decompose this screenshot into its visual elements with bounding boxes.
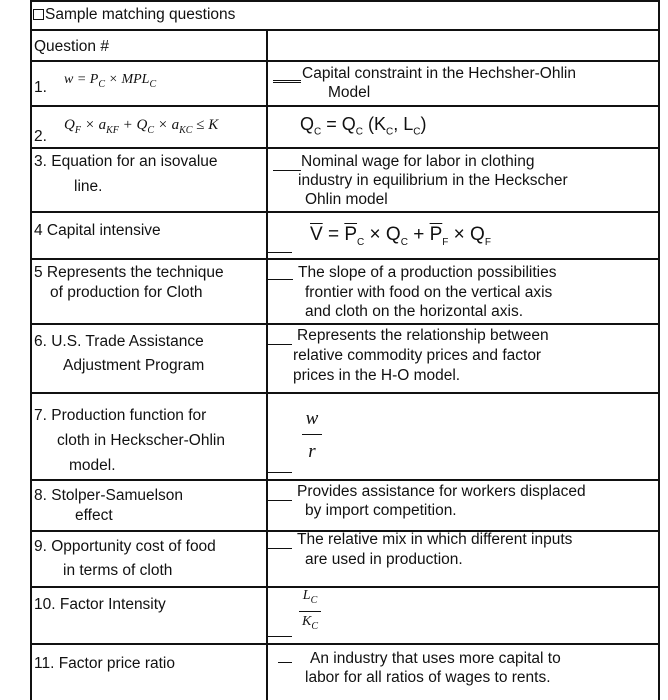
answer-blank-6[interactable] — [268, 344, 292, 345]
row-8-right-line-2: by import competition. — [305, 502, 457, 519]
table-rule — [30, 60, 660, 62]
answer-blank-4[interactable] — [268, 252, 292, 253]
row-11-right-line-1: An industry that uses more capital to — [310, 650, 561, 667]
row-6-right-line-1: Represents the relationship between — [297, 327, 549, 344]
table-rule — [30, 258, 660, 260]
answer-blank-7[interactable] — [268, 472, 292, 473]
table-rule — [30, 643, 660, 645]
row-8-left-line-2: effect — [75, 507, 113, 524]
row-10-right-fraction — [296, 588, 324, 635]
row-5-right-line-3: and cloth on the horizontal axis. — [305, 303, 523, 320]
fraction-bar — [302, 434, 322, 435]
row-3-right-line-3: Ohlin model — [305, 191, 388, 208]
table-border-top — [30, 0, 660, 2]
table-rule — [30, 323, 660, 325]
table-rule — [30, 211, 660, 213]
row-1-formula: $w = P_C \times MPL_C$ — [64, 72, 157, 90]
row-2-right-formula: $Q_C = Q_C$ ($K_C$, $L_C$) — [300, 114, 427, 138]
fraction-denominator: r — [308, 441, 316, 462]
row-4-left: 4 Capital intensive — [34, 222, 161, 239]
table-border-right — [658, 0, 660, 700]
row-11-left: 11. Factor price ratio — [34, 655, 175, 672]
answer-blank-8[interactable] — [268, 500, 292, 501]
table-border-left — [30, 0, 32, 700]
row-11-right-line-2: labor for all ratios of wages to rents. — [305, 669, 551, 686]
table-rule — [30, 586, 660, 588]
row-4-right-formula: $\overline{V} = \overline{P}_C \times Q_C + \overline{P}_F \times Q_F$ — [310, 224, 491, 248]
answer-blank-3[interactable] — [273, 170, 301, 171]
table-rule — [30, 479, 660, 481]
row-3-left-line-1: 3. Equation for an isovalue — [34, 153, 218, 170]
answer-blank-11[interactable] — [278, 662, 292, 663]
row-7-left-line-1: 7. Production function for — [34, 407, 207, 424]
answer-blank-9[interactable] — [268, 548, 292, 549]
row-7-left-line-2: cloth in Heckscher-Ohlin — [57, 432, 225, 449]
row-6-right-line-3: prices in the H-O model. — [293, 367, 461, 384]
matching-table — [30, 0, 660, 700]
row-9-right-line-1: The relative mix in which different inputs — [297, 531, 573, 548]
fraction-bar — [299, 611, 321, 612]
fraction-denominator: $K_C$ — [301, 613, 318, 632]
row-7-right-fraction — [300, 408, 324, 463]
answer-blank-line[interactable] — [273, 80, 301, 81]
table-rule — [30, 105, 660, 107]
row-10-left: 10. Factor Intensity — [34, 596, 166, 613]
column-divider — [266, 29, 268, 700]
row-6-right-line-2: relative commodity prices and factor — [293, 347, 542, 364]
row-2-formula: $Q_F \times a_{KF} + Q_C \times a_{KC} \le K$ — [64, 117, 219, 136]
row-6-left-line-1: 6. U.S. Trade Assistance — [34, 333, 204, 350]
row-9-left-line-2: in terms of cloth — [63, 562, 173, 579]
fraction-numerator: $L_C$ — [302, 588, 318, 606]
fraction-numerator: w — [305, 408, 319, 429]
row-7-left-line-3: model. — [69, 457, 116, 474]
answer-blank-1[interactable] — [273, 82, 301, 83]
checkbox-icon[interactable] — [33, 9, 44, 20]
row-1-number: 1. — [34, 79, 47, 96]
row-5-left-line-1: 5 Represents the technique — [34, 264, 224, 281]
row-3-left-line-2: line. — [74, 178, 103, 195]
answer-blank-line[interactable] — [273, 279, 293, 280]
page-title: Sample matching questions — [33, 5, 235, 24]
table-rule — [30, 29, 660, 31]
row-9-right-line-2: are used in production. — [305, 551, 463, 568]
row-5-left-line-2: of production for Cloth — [50, 284, 203, 301]
row-3-right-line-2: industry in equilibrium in the Heckscher — [298, 172, 568, 189]
question-column-header: Question # — [34, 38, 109, 55]
row-3-right-line-1: Nominal wage for labor in clothing — [301, 153, 535, 170]
row-1-right-line-2: Model — [328, 84, 371, 101]
row-5-right-line-1: The slope of a production possibilities — [298, 264, 557, 281]
row-6-left-line-2: Adjustment Program — [63, 357, 205, 374]
table-rule — [30, 392, 660, 394]
row-1-right-line-1: Capital constraint in the Hechsher-Ohlin — [302, 65, 576, 82]
table-rule — [30, 147, 660, 149]
answer-blank-10[interactable] — [268, 636, 292, 637]
row-8-right-line-1: Provides assistance for workers displaced — [297, 483, 586, 500]
row-9-left-line-1: 9. Opportunity cost of food — [34, 538, 216, 555]
row-8-left-line-1: 8. Stolper-Samuelson — [34, 487, 184, 504]
row-5-right-line-2: frontier with food on the vertical axis — [305, 284, 553, 301]
row-2-number: 2. — [34, 128, 47, 145]
